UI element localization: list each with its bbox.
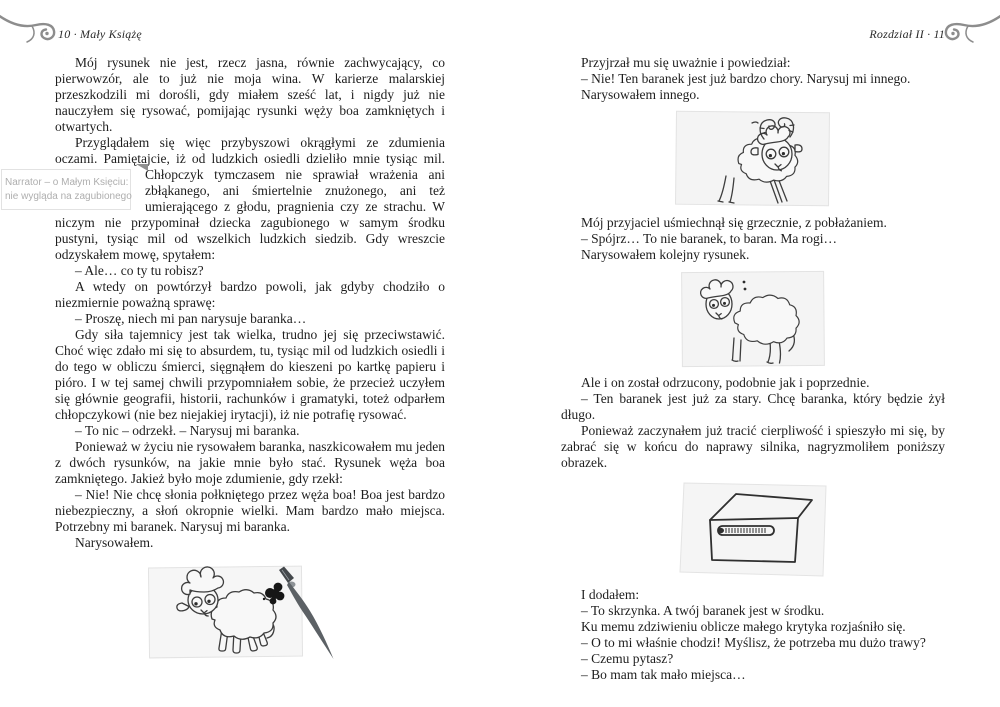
illustration-crate	[674, 478, 832, 580]
margin-note	[1, 169, 131, 210]
paragraph: – Spójrz… To nie baranek, to baran. Ma rogi…	[581, 231, 837, 246]
paragraph: Ku memu zdziwieniu oblicze małego krytyka rozjaśniło się.	[581, 619, 906, 634]
lamb-sketch-with-ink-blot-and-dip-pen	[148, 563, 350, 667]
paragraph: Narysowałem innego.	[581, 87, 700, 102]
paragraph: Gdy siła tajemnicy jest tak wielka, trudno jej się przeciwstawić. Choć więc zdało mi się to absurdem, tu, tysiąc mil od ludzkich osiedli i do tego w obliczu śmierci, sięgnąłem do kieszeni po kartkę papieru i pióro. I w tej samej chwili przypomniałem sobie, że przecież uczyłem się głównie geografii, historii, rachunków i gramatyki, toteż odparłem chłopczykowi (nie bez niejakiej irytacji), iż nie potrafię rysować.	[55, 327, 445, 422]
illustration-lamb-and-pen	[148, 563, 350, 667]
paragraph-with-margin-note	[5, 135, 445, 263]
paragraph: Narysowałem.	[75, 535, 154, 550]
paragraph: – To skrzynka. A twój baranek jest w środku.	[581, 603, 825, 618]
paragraph: A wtedy on powtórzył bardzo powoli, jak gdyby chodziło o niezmiernie poważną sprawę:	[55, 279, 445, 310]
paragraph: – Ale… co ty tu robisz?	[75, 263, 204, 278]
right-page-header: Rozdział II · 11	[869, 27, 945, 41]
paragraph: – Proszę, niech mi pan narysuje baranka…	[75, 311, 307, 326]
old-sheep-sketch	[674, 270, 832, 368]
paragraph: Ponieważ w życiu nie rysowałem baranka, naszkicowałem mu jeden z dwóch rysunków, na jakie mnie było stać. Rysunek węża boa zamkniętego. Jakież było moje zdumienie, gdy rzekł:	[55, 439, 445, 486]
flourish-ornament-left	[0, 5, 58, 47]
paragraph: Ponieważ zaczynałem już tracić cierpliwość i spieszyło mi się, by zabrać się w końcu do naprawy silnika, nagryzmoliłem poniższy obrazek.	[561, 423, 945, 470]
paragraph: Mój rysunek nie jest, rzecz jasna, równie zachwycający, co pierwowzór, ale to już nie moja wina. W karierze malarskiej przeszkodzili mi dorośli, gdy miałem sześć lat, i nigdy już nie nauczyłem się rysować, pomijając rysunki węży boa zamkniętych i otwartych.	[55, 55, 445, 134]
paragraph: Narysowałem kolejny rysunek.	[581, 247, 750, 262]
illustration-old-sheep	[674, 270, 832, 368]
paragraph: – Bo mam tak mało miejsca…	[581, 667, 746, 682]
left-page-header: 10 · Mały Książę	[58, 27, 142, 41]
paragraph: – Czemu pytasz?	[581, 651, 674, 666]
note-pointer-icon	[136, 164, 148, 171]
crate-sketch	[674, 478, 832, 580]
paragraph: – Ten baranek jest już za stary. Chcę baranka, który będzie żył długo.	[561, 391, 945, 422]
paragraph: – Nie! Nie chcę słonia połkniętego przez węża boa! Boa jest bardzo niebezpieczny, a słoń okropnie wielki. Mam bardzo mało miejsca. Potrzebny mi baranek. Narysuj mi baranka.	[55, 487, 445, 534]
flourish-ornament-right	[942, 5, 1000, 47]
ram-sketch	[674, 110, 832, 208]
paragraph: – O to mi właśnie chodzi! Myślisz, że potrzeba mu dużo trawy?	[581, 635, 926, 650]
illustration-ram	[674, 110, 832, 208]
paragraph: Mój przyjaciel uśmiechnął się grzecznie, z pobłażaniem.	[581, 215, 887, 230]
margin-note-line: Narrator – o Małym Księciu:	[5, 177, 129, 188]
paragraph: – To nic – odrzekł. – Narysuj mi baranka.	[75, 423, 300, 438]
paragraph: I dodałem:	[581, 587, 640, 602]
paragraph: Przyglądałem się więc przybyszowi okrągłymi ze zdumienia oczami. Pamiętajcie, iż od ludzkich osiedli dzieliło mnie tysiąc mil. Chłopczyk tymczasem nie sprawiał wrażenia ani zbłąkanego, ani śmiertelnie znużonego, ani też umierającego z głodu, pragnienia czy ze strachu. W niczym nie przypominał dziecka zagubionego w samym środku pustyni, tysiąc mil od wszelkich ludzkich siedzib. Gdy wreszcie odzyskałem mowę, spytałem:	[55, 135, 445, 262]
margin-note-line: nie wygląda na zagubionego	[5, 191, 132, 202]
right-page-text-column	[561, 55, 945, 683]
paragraph: – Nie! Ten baranek jest już bardzo chory. Narysuj mi innego.	[581, 71, 911, 86]
left-page-text-column	[5, 55, 445, 667]
paragraph: Przyjrzał mu się uważnie i powiedział:	[581, 55, 791, 70]
paragraph: Ale i on został odrzucony, podobnie jak i poprzednie.	[581, 375, 870, 390]
